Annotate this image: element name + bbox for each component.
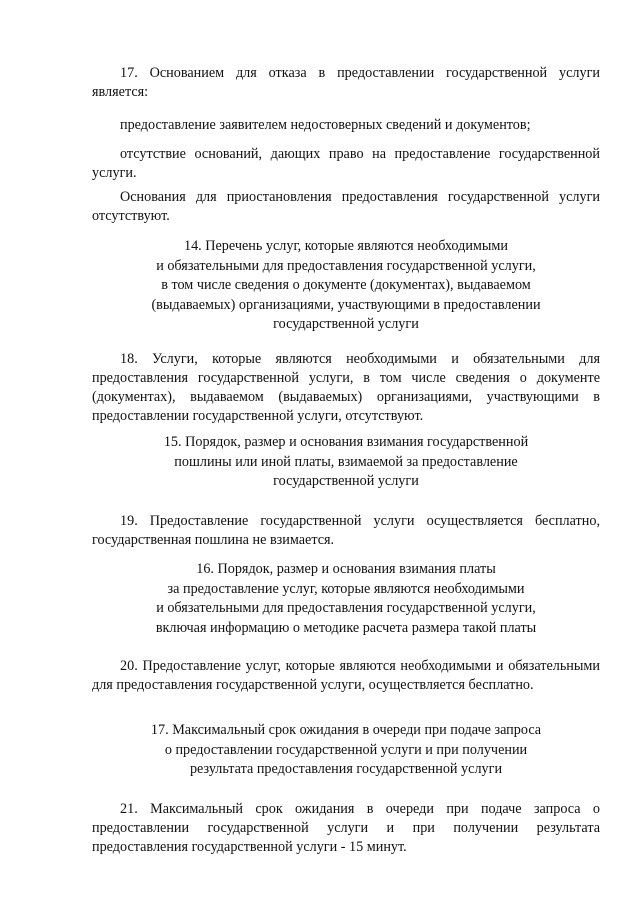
- paragraph-20: [92, 657, 600, 695]
- heading-line: 14. Перечень услуг, которые являются необходимыми: [183, 238, 509, 254]
- heading-line: 17. Максимальный срок ожидания в очереди при подаче запроса: [150, 722, 542, 738]
- heading-line: государственной услуги: [273, 316, 419, 332]
- heading-line: результата предоставления государственной услуги: [189, 761, 503, 777]
- heading-line: и обязательными для предоставления государственной услуги,: [156, 600, 536, 616]
- paragraph-17-suspension: [92, 188, 600, 226]
- paragraph-17: [92, 64, 600, 102]
- heading-line: и обязательными для предоставления государственной услуги,: [156, 257, 536, 274]
- heading-line: о предоставлении государственной услуги и при получении: [164, 741, 528, 758]
- paragraph-text: 21. Максимальный срок ожидания в очереди при подаче запроса о предоставлении государственной услуги и при получении результата предоставления государственной услуги - 15 минут.: [92, 801, 600, 855]
- heading-line: 15. Порядок, размер и основания взимания государственной: [163, 434, 529, 450]
- section-heading-15: [92, 433, 600, 492]
- paragraph-17-item-2: [92, 145, 600, 183]
- paragraph-text: предоставление заявителем недостоверных сведений и документов;: [120, 117, 531, 133]
- heading-line: 16. Порядок, размер и основания взимания платы: [196, 561, 496, 577]
- paragraph-text: 20. Предоставление услуг, которые являются необходимыми и обязательными для предоставления государственной услуги, осуществляется бесплатно.: [92, 658, 600, 693]
- paragraph-text: Основания для приостановления предоставления государственной услуги отсутствуют.: [92, 189, 600, 224]
- heading-line: (выдаваемых) организациями, участвующими в предоставлении: [151, 296, 541, 313]
- paragraph-17-item-1: [92, 116, 600, 135]
- heading-line: в том числе сведения о документе (документах), выдаваемом: [161, 277, 531, 293]
- heading-line: пошлины или иной платы, взимаемой за предоставление: [174, 453, 518, 470]
- paragraph-text: 17. Основанием для отказа в предоставлении государственной услуги является:: [92, 65, 600, 100]
- section-heading-16: [92, 560, 600, 638]
- paragraph-18: [92, 350, 600, 426]
- paragraph-text: 18. Услуги, которые являются необходимыми и обязательными для предоставления государственной услуги, в том числе сведения о документе (документах), выдаваемом (выдаваемых) организациями, участвующими в предоставлении государственной услуги, отсутствуют.: [92, 351, 600, 424]
- paragraph-19: [92, 512, 600, 550]
- paragraph-text: отсутствие оснований, дающих право на предоставление государственной услуги.: [92, 146, 600, 181]
- heading-line: включая информацию о методике расчета размера такой платы: [155, 619, 537, 636]
- section-heading-14: [92, 237, 600, 335]
- heading-line: государственной услуги: [273, 473, 419, 489]
- heading-line: за предоставление услуг, которые являются необходимыми: [167, 580, 525, 597]
- section-heading-17: [92, 721, 600, 780]
- paragraph-21: [92, 800, 600, 857]
- paragraph-text: 19. Предоставление государственной услуги осуществляется бесплатно, государственная пошлина не взимается.: [92, 513, 600, 548]
